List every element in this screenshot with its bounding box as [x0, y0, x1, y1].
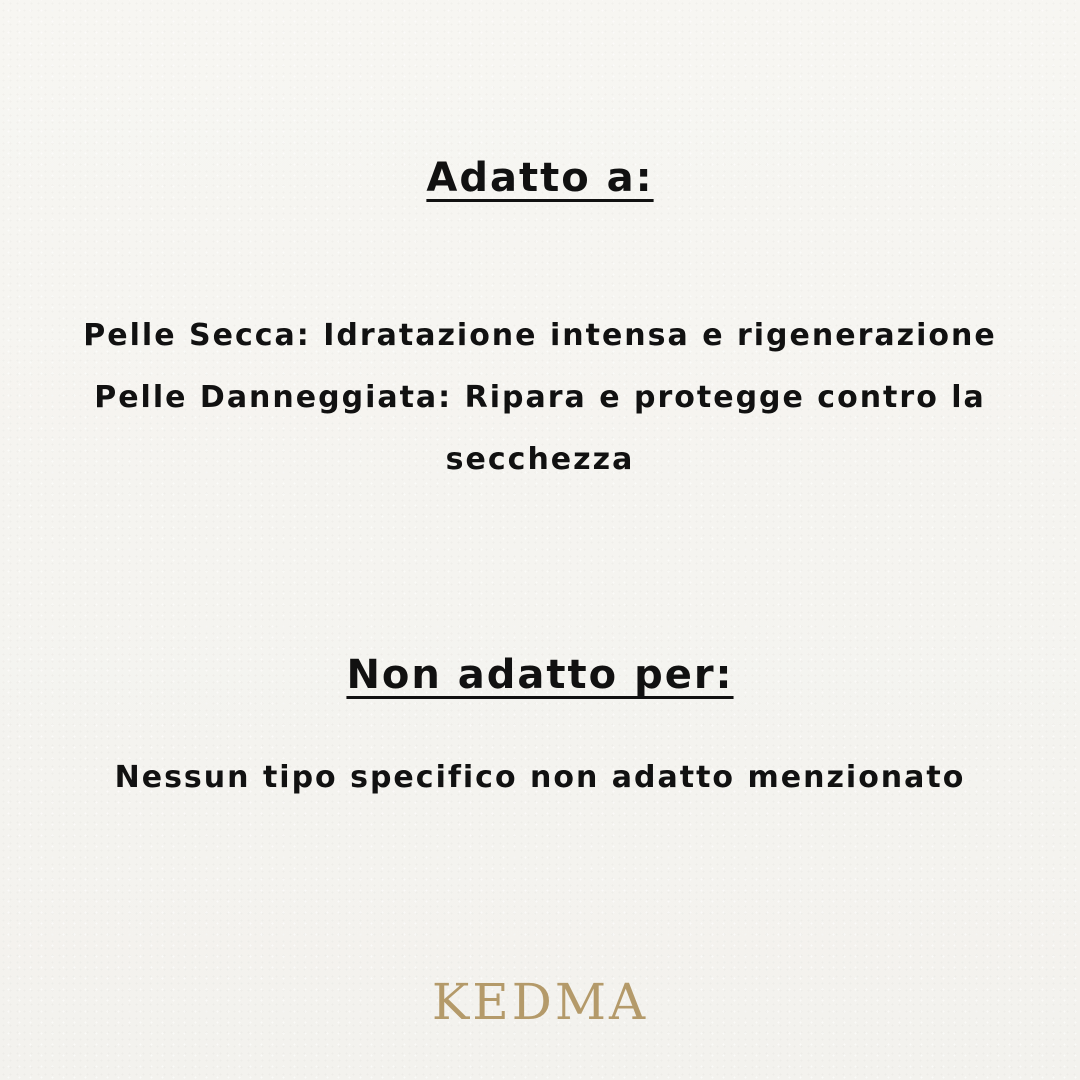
suitable-heading	[0, 148, 1080, 208]
not-suitable-heading-text: Non adatto per:	[346, 652, 734, 698]
not-suitable-heading	[0, 645, 1080, 705]
brand-logo: KEDMA	[431, 973, 649, 1031]
not-suitable-text: Nessun tipo specifico non adatto menzionato	[114, 760, 966, 795]
suitable-line-damaged-skin-continued: secchezza	[445, 442, 635, 477]
suitable-line-damaged-skin: Pelle Danneggiata: Ripara e protegge contro la	[94, 380, 986, 415]
suitable-line-dry-skin: Pelle Secca: Idratazione intensa e rigenerazione	[83, 318, 997, 353]
suitable-heading-text: Adatto a:	[426, 155, 654, 201]
